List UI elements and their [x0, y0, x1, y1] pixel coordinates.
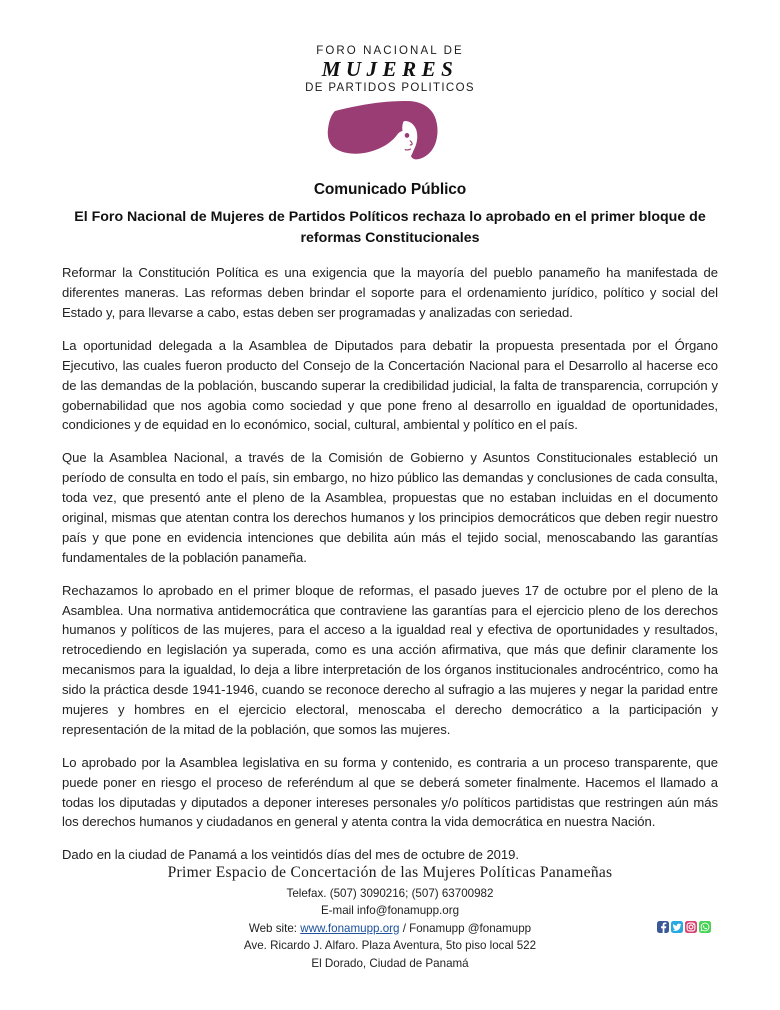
footer-city: El Dorado, Ciudad de Panamá: [311, 956, 469, 970]
logo-line-de-partidos-politicos: DE PARTIDOS POLITICOS: [305, 81, 475, 94]
footer-web-suffix: / Fonamupp @fonamupp: [399, 921, 532, 935]
footer-web-prefix: Web site:: [248, 921, 301, 935]
page-title: Comunicado Público: [313, 181, 467, 198]
paragraph: Reformar la Constitución Política es una exigencia que la mayoría del pueblo panameño ha manifestada de diferentes maneras. Las reformas deben brindar el soporte para el ordenamiento jurídico, político y social del Estado y, para llevarse a cabo, estas deben ser programadas y analizadas con seriedad.: [62, 265, 718, 320]
logo-wordmark: [62, 46, 718, 94]
footer-website-row: [62, 920, 718, 937]
paragraph-closing-date: Dado en la ciudad de Panamá a los veintidós días del mes de octubre de 2019.: [62, 847, 519, 863]
logo-line-mujeres: MUJERES: [321, 56, 459, 81]
woman-profile-icon: [319, 99, 461, 163]
paragraph: Rechazamos lo aprobado en el primer bloque de reformas, el pasado jueves 17 de octubre por el pleno de la Asamblea. Una normativa antidemocrática que contraviene las garantías para el ejercicio pleno de los derechos humanos y políticos de las mujeres, para el acceso a la igualdad real y efectiva de oportunidades y resultados, retrocediendo en legislación ya superada, como es una acción afirmativa, que más que definir claramente los mecanismos para la igualdad, lo deja a libre interpretación de los órganos institucionales androcéntrico, como ha sido la práctica desde 1941-1946, cuando se reconoce derecho al sufragio a las mujeres y negar la paridad entre mujeres y hombres en el ejercicio electoral, menoscaba el derecho democrático a la participación y representación de la mitad de la población, que somos las mujeres.: [62, 582, 718, 737]
letterhead: [62, 0, 718, 163]
paragraph: Que la Asamblea Nacional, a través de la Comisión de Gobierno y Asuntos Constitucionales estableció un período de consulta en todo el país, sin embargo, no hizo público las demandas y conclusiones de cada consulta, toda vez, que presentó ante el pleno de la Asamblea, propuestas que no estaban incluidas en el documento original, mismas que atentan contra los derechos humanos y los principios democráticos que deben regir nuestro país y que pone en evidencia intenciones que debilita aún más el tejido social, menoscabando las garantías fundamentales de la población panameña.: [62, 450, 718, 565]
instagram-icon[interactable]: [685, 921, 697, 933]
social-links: [657, 921, 711, 933]
footer-organization-name: Primer Espacio de Concertación de las Mujeres Políticas Panameñas: [167, 864, 613, 882]
paragraph: Lo aprobado por la Asamblea legislativa en su forma y contenido, es contraria a un proceso transparente, que puede poner en riesgo el proceso de referéndum al que se deberá someter finalmente. Hacemos el llamado a todas los diputadas y diputados a deponer intereses personales y/o políticos partidistas que restringen aún más los derechos humanos y ciudadanos en general y atenta contra la vida democrática en nuestra Nación.: [62, 754, 718, 830]
footer-telefax: Telefax. (507) 3090216; (507) 63700982: [286, 887, 494, 901]
footer-email: E-mail info@fonamupp.org: [320, 904, 460, 918]
document-body: [62, 263, 718, 865]
twitter-icon[interactable]: [671, 921, 683, 933]
document-footer: [62, 864, 718, 972]
footer-address: Ave. Ricardo J. Alfaro. Plaza Aventura, 5to piso local 522: [243, 939, 537, 953]
footer-website-link[interactable]: www.fonamupp.org: [300, 921, 400, 935]
logo-line-foro-nacional-de: FORO NACIONAL DE: [316, 45, 464, 57]
whatsapp-icon[interactable]: [699, 921, 711, 933]
paragraph: La oportunidad delegada a la Asamblea de Diputados para debatir la propuesta presentada por el Órgano Ejecutivo, las cuales fueron producto del Consejo de la Concertación Nacional para el Desarrollo al hacerse eco de las demandas de la población, buscando superar la credibilidad judicial, la falta de transparencia, corrupción y gobernabilidad que nos agobia como sociedad y que pone freno al desarrollo en igualdad de oportunidades, condiciones y de equidad en lo económico, social, cultural, ambiental y político en el país.: [62, 337, 718, 433]
facebook-icon[interactable]: [657, 921, 669, 933]
page-subtitle: El Foro Nacional de Mujeres de Partidos Políticos rechaza lo aprobado en el primer bloque de reformas Constitucionales: [74, 209, 706, 246]
